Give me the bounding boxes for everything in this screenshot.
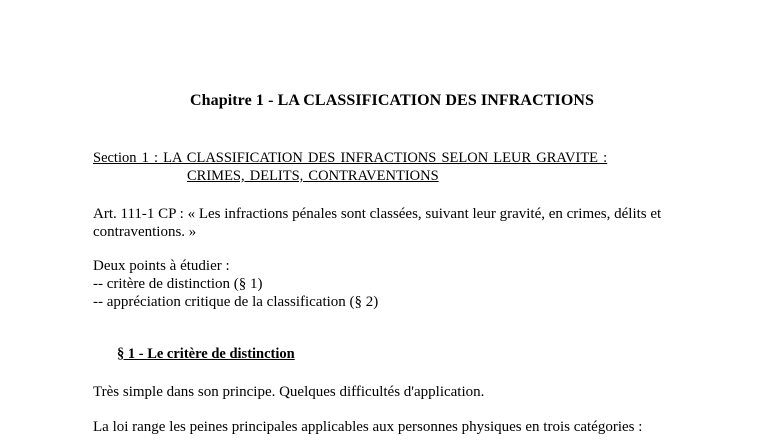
section-heading-line2: CRIMES, DELITS, CONTRAVENTIONS (187, 168, 439, 184)
article-text-line1: Art. 111-1 CP : « Les infractions pénales sont classées, suivant leur gravité, en crimes, délits et (93, 206, 662, 222)
paragraph-simple: Très simple dans son principe. Quelques difficultés d'application. (93, 384, 485, 400)
points-intro: Deux points à étudier : (93, 258, 230, 274)
chapter-title: Chapitre 1 - LA CLASSIFICATION DES INFRACTIONS (189, 92, 595, 109)
point-item-1: -- critère de distinction (§ 1) (93, 276, 263, 292)
point-item-2: -- appréciation critique de la classification (§ 2) (93, 294, 379, 310)
section-heading-line1: Section 1 : LA CLASSIFICATION DES INFRACTIONS SELON LEUR GRAVITE : (93, 150, 608, 166)
article-text-line2: contraventions. » (93, 224, 197, 240)
subsection-heading: § 1 - Le critère de distinction (117, 346, 295, 362)
paragraph-loi: La loi range les peines principales applicables aux personnes physiques en trois catégories : (93, 419, 643, 435)
